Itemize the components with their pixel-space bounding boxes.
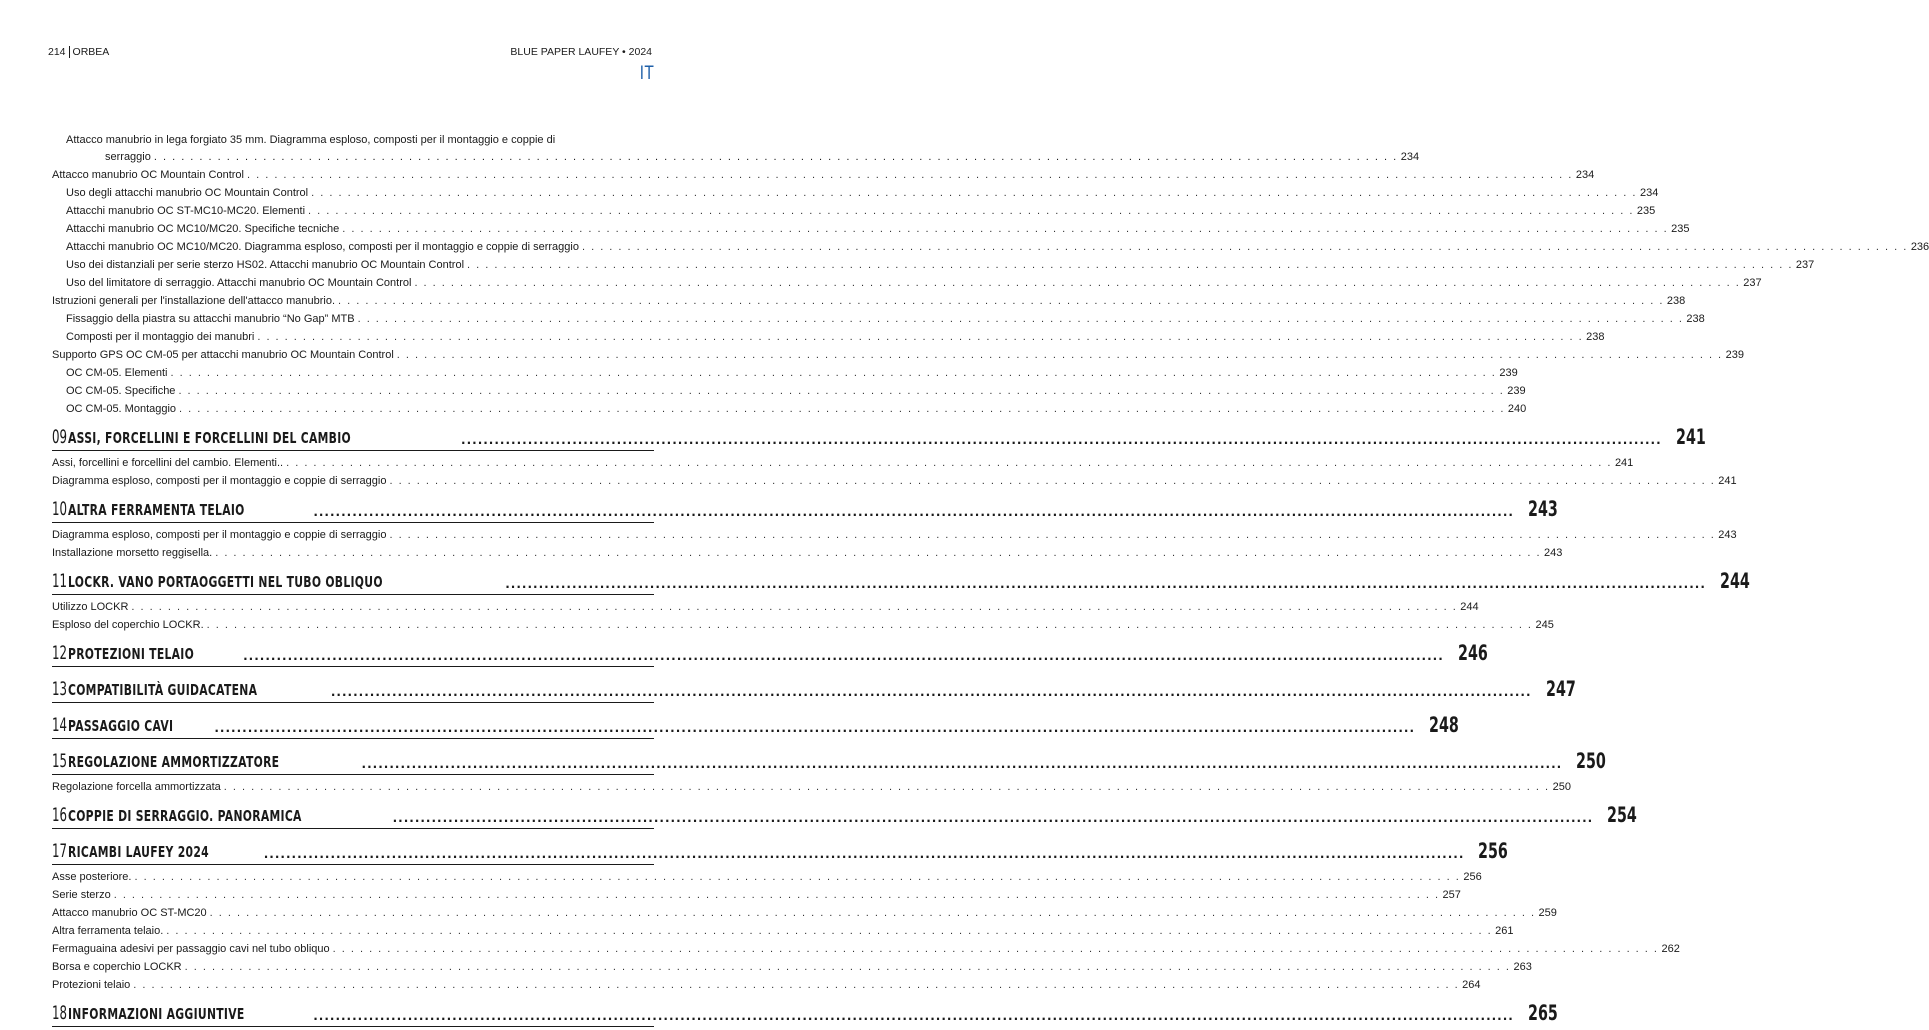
chapter-title: INFORMAZIONI AGGIUNTIVE: [68, 1005, 245, 1023]
chapter-page: 250: [1576, 749, 1607, 773]
toc-entry-page: 243: [1544, 547, 1563, 559]
toc-entry[interactable]: [52, 238, 1929, 256]
chapter-title: LOCKR. VANO PORTAOGGETTI NEL TUBO OBLIQUO: [68, 573, 383, 591]
toc-entry[interactable]: [52, 616, 1554, 634]
chapter-title: PROTEZIONI TELAIO: [68, 645, 195, 663]
toc-entry-page: 237: [1795, 259, 1815, 271]
leader-dots: [311, 184, 1637, 202]
leader-dots: [224, 778, 1550, 796]
leader-dots: [207, 616, 1533, 634]
toc-entry[interactable]: [52, 274, 1762, 292]
toc-entry[interactable]: [52, 958, 1532, 976]
toc-entry[interactable]: [52, 400, 1527, 418]
toc-entry-page: 257: [1442, 889, 1461, 901]
leader-dots: [397, 346, 1723, 364]
chapter-title: COPPIE DI SERRAGGIO. PANORAMICA: [68, 807, 302, 825]
leader-dots: [342, 220, 1668, 238]
chapter-page: 243: [1527, 497, 1558, 521]
chapter-16[interactable]: [52, 796, 1638, 829]
leader-dots: [257, 328, 1583, 346]
chapter-page: 241: [1675, 425, 1706, 449]
chapter-title: PASSAGGIO CAVI: [68, 717, 174, 735]
chapter-11[interactable]: [52, 562, 1750, 595]
toc-entry-page: 234: [1639, 187, 1659, 199]
leader-dots: [505, 577, 1706, 594]
chapter-number: 16: [52, 804, 67, 826]
chapter-page: 256: [1478, 839, 1509, 863]
chapter-number: 15: [52, 750, 67, 772]
toc-entry[interactable]: [52, 868, 1482, 886]
toc-entry[interactable]: [52, 940, 1680, 958]
toc-entry[interactable]: [52, 364, 1518, 382]
leader-dots: [308, 202, 1634, 220]
leader-dots: [179, 400, 1505, 418]
chapter-number: 12: [52, 642, 67, 664]
toc-entry-page: 262: [1661, 943, 1680, 955]
toc-entry-label: Fissaggio della piastra su attacchi manubrio “No Gap” MTB: [66, 313, 355, 325]
toc-entry-label: Installazione morsetto reggisella.: [52, 547, 213, 559]
chapter-number: 13: [52, 678, 67, 700]
chapter-number: 09: [52, 426, 67, 448]
toc-entry[interactable]: [52, 886, 1461, 904]
toc-entry-label: Attacchi manubrio OC MC10/MC20. Diagramma esploso, composti per il montaggio e coppie di serraggio: [66, 241, 579, 253]
leader-dots: [331, 685, 1532, 702]
chapter-number: 18: [52, 1002, 67, 1024]
chapter-15[interactable]: [52, 742, 1607, 775]
language-tag: IT: [639, 62, 654, 84]
chapter-title: ALTRA FERRAMENTA TELAIO: [68, 501, 245, 519]
section-a-list: [52, 166, 1929, 418]
chapter-14[interactable]: [52, 706, 1459, 739]
toc-entry[interactable]: [52, 292, 1686, 310]
chapter-number: 11: [52, 570, 67, 592]
leader-dots: [185, 958, 1511, 976]
toc-entry-label: Serie sterzo: [52, 889, 111, 901]
leader-dots: [358, 310, 1684, 328]
leader-dots: [362, 757, 1563, 774]
toc-entry-page: 239: [1499, 367, 1518, 379]
toc-entry-label: Uso degli attacchi manubrio OC Mountain Control: [66, 187, 309, 199]
toc-entry-label: Composti per il montaggio dei manubri: [66, 331, 255, 343]
toc-entry[interactable]: [52, 310, 1705, 328]
toc-entry[interactable]: [52, 526, 1737, 544]
toc-entry[interactable]: [52, 184, 1659, 202]
leader-dots: [414, 274, 1740, 292]
leader-dots: [210, 904, 1536, 922]
toc-entry-page: 241: [1614, 457, 1634, 469]
toc-entry-label: Utilizzo LOCKR: [52, 601, 129, 613]
toc-entry-page: 241: [1718, 475, 1737, 487]
toc-entry-page: 243: [1718, 529, 1737, 541]
toc-entry-label: OC CM-05. Specifiche: [66, 385, 176, 397]
toc-entry-label: Attacco manubrio OC Mountain Control: [52, 169, 244, 181]
toc-entry-page: 264: [1462, 979, 1481, 991]
toc-entry-label: Istruzioni generali per l'installazione dell'attacco manubrio.: [52, 295, 336, 307]
chapter-title: ASSI, FORCELLINI E FORCELLINI DEL CAMBIO: [68, 429, 351, 447]
toc-entry-label: Protezioni telaio: [52, 979, 131, 991]
toc-entry-label: Esploso del coperchio LOCKR.: [52, 619, 204, 631]
toc-entry-label: Diagramma esploso, composti per il montaggio e coppie di serraggio: [52, 529, 387, 541]
chapter-09[interactable]: [52, 418, 1706, 451]
toc-entry[interactable]: [52, 256, 1815, 274]
toc-entry-page: 239: [1725, 349, 1744, 361]
toc-entry-page: 256: [1463, 871, 1482, 883]
leader-dots: [166, 922, 1492, 940]
toc-entry[interactable]: [52, 202, 1656, 220]
toc-entry[interactable]: [52, 220, 1690, 238]
leader-dots: [133, 976, 1459, 994]
chapter-page: 254: [1607, 803, 1638, 827]
chapter-10-items: [52, 526, 1737, 562]
toc-entry[interactable]: [52, 472, 1737, 490]
publication-title: BLUE PAPER LAUFEY • 2024: [510, 46, 652, 58]
chapter-page: 244: [1719, 569, 1750, 593]
toc-entry-page: 239: [1507, 385, 1526, 397]
toc-entry-label: Uso dei distanziali per serie sterzo HS02. Attacchi manubrio OC Mountain Control: [66, 259, 465, 271]
toc-entry[interactable]: [52, 778, 1571, 796]
toc-entry[interactable]: [52, 976, 1481, 994]
toc-entry-label: OC CM-05. Montaggio: [66, 403, 177, 415]
leader-dots: [215, 544, 1541, 562]
toc-entry-wrapped[interactable]: [52, 132, 1420, 166]
page-header: [48, 46, 652, 60]
chapter-17[interactable]: [52, 832, 1509, 865]
toc-entry-label: Uso del limitatore di serraggio. Attacchi manubrio OC Mountain Control: [66, 277, 412, 289]
toc-entry-page: 245: [1535, 619, 1554, 631]
toc-entry[interactable]: [52, 166, 1595, 184]
toc-entry-label: Supporto GPS OC CM-05 per attacchi manubrio OC Mountain Control: [52, 349, 394, 361]
leader-dots: [243, 649, 1444, 666]
toc-entry-page: 259: [1538, 907, 1557, 919]
toc-entry-label: Attacco manubrio OC ST-MC20: [52, 907, 207, 919]
toc-entry-page: 235: [1636, 205, 1656, 217]
chapter-number: 14: [52, 714, 67, 736]
toc-entry[interactable]: [52, 598, 1479, 616]
toc-entry-page: 240: [1507, 403, 1527, 415]
toc-entry-page: 263: [1513, 961, 1532, 973]
header-divider: [69, 46, 70, 58]
toc-entry-label: Attacco manubrio in lega forgiato 35 mm. Diagramma esploso, composti per il montaggio e coppie di: [66, 134, 556, 146]
toc-entry[interactable]: [52, 328, 1605, 346]
leader-dots: [134, 868, 1460, 886]
chapter-18[interactable]: [52, 994, 1558, 1027]
leader-dots: [582, 238, 1908, 256]
toc-entry[interactable]: [52, 346, 1744, 364]
toc-entry-page: 250: [1552, 781, 1571, 793]
chapter-13[interactable]: [52, 670, 1576, 703]
toc-entry-page: 237: [1743, 277, 1762, 289]
leader-dots: [313, 505, 1514, 522]
chapter-number: 17: [52, 840, 67, 862]
toc-entry[interactable]: [52, 544, 1563, 562]
leader-dots: [178, 382, 1504, 400]
toc-entry-page: 261: [1495, 925, 1514, 937]
toc-entry-label: Borsa e coperchio LOCKR: [52, 961, 182, 973]
leader-dots: [264, 847, 1465, 864]
toc-entry-page: 234: [1400, 151, 1420, 163]
chapter-12[interactable]: [52, 634, 1488, 667]
chapter-page: 246: [1457, 641, 1488, 665]
toc-entry-label: OC CM-05. Elementi: [66, 367, 168, 379]
toc-entry-label: Asse posteriore.: [52, 871, 132, 883]
chapter-title: RICAMBI LAUFEY 2024: [68, 843, 209, 861]
toc-entry-page: 238: [1686, 313, 1705, 325]
toc-entry[interactable]: [52, 922, 1514, 940]
brand-name: ORBEA: [72, 46, 110, 58]
toc-entry-label: Altra ferramenta telaio.: [52, 925, 164, 937]
chapter-11-items: [52, 598, 1554, 634]
toc-entry-label-cont: serraggio: [105, 151, 151, 163]
leader-dots: [338, 292, 1664, 310]
leader-dots: [313, 1009, 1514, 1026]
leader-dots: [286, 454, 1612, 472]
toc-entry[interactable]: [52, 454, 1634, 472]
leader-dots: [114, 886, 1440, 904]
leader-dots: [170, 364, 1496, 382]
toc-entry-label: Attacchi manubrio OC MC10/MC20. Specifiche tecniche: [66, 223, 340, 235]
toc-entry-page: 244: [1460, 601, 1479, 613]
chapter-10[interactable]: [52, 490, 1558, 523]
chapter-page: 247: [1545, 677, 1576, 701]
leader-dots: [461, 433, 1662, 450]
leader-dots: [467, 256, 1793, 274]
table-of-contents: [52, 132, 1929, 1030]
leader-dots: [154, 148, 1398, 166]
toc-entry-page: 236: [1910, 241, 1929, 253]
toc-entry-label: Diagramma esploso, composti per il montaggio e coppie di serraggio: [52, 475, 387, 487]
toc-entry-page: 235: [1671, 223, 1690, 235]
toc-entry[interactable]: [52, 904, 1557, 922]
toc-entry[interactable]: [52, 382, 1526, 400]
chapter-09-items: [52, 454, 1737, 490]
chapter-15-items: [52, 778, 1571, 796]
leader-dots: [333, 940, 1659, 958]
toc-entry-page: 234: [1575, 169, 1595, 181]
leader-dots: [247, 166, 1573, 184]
chapter-title: COMPATIBILITÀ GUIDACATENA: [68, 681, 258, 699]
chapter-number: 10: [52, 498, 67, 520]
chapter-title: REGOLAZIONE AMMORTIZZATORE: [68, 753, 280, 771]
leader-dots: [131, 598, 1457, 616]
header-left: [48, 46, 109, 58]
toc-entry-page: 238: [1666, 295, 1686, 307]
toc-entry-label: Fermaguaina adesivi per passaggio cavi nel tubo obliquo: [52, 943, 330, 955]
leader-dots: [393, 811, 1594, 828]
chapter-page: 265: [1527, 1001, 1558, 1025]
leader-dots: [389, 472, 1715, 490]
toc-entry-label: Regolazione forcella ammortizzata: [52, 781, 221, 793]
leader-dots: [389, 526, 1715, 544]
toc-entry-label: Attacchi manubrio OC ST-MC10-MC20. Elementi: [66, 205, 306, 217]
toc-entry-page: 238: [1586, 331, 1605, 343]
leader-dots: [214, 721, 1415, 738]
chapter-page: 248: [1429, 713, 1459, 737]
page-number: 214: [48, 46, 66, 58]
chapter-17-items: [52, 868, 1680, 994]
toc-entry-label: Assi, forcellini e forcellini del cambio. Elementi..: [52, 457, 284, 469]
